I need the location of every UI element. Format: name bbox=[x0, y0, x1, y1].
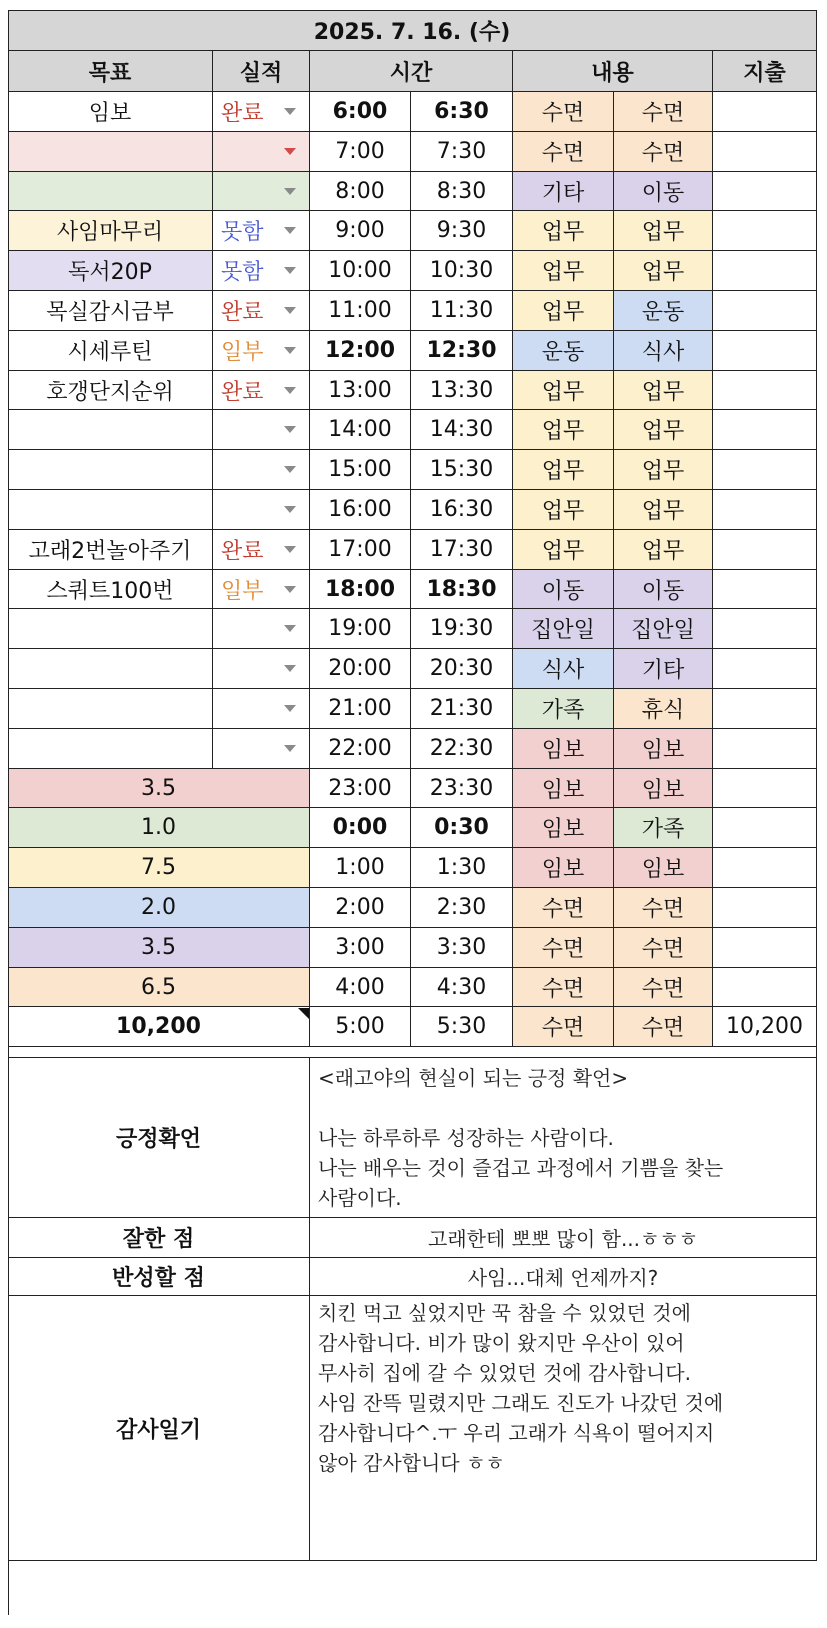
header-time[interactable]: 시간 bbox=[310, 51, 513, 92]
time-end: 8:30 bbox=[411, 172, 513, 211]
time-end: 0:30 bbox=[411, 808, 513, 848]
expense-cell[interactable] bbox=[713, 132, 817, 172]
category-hours-summary[interactable]: 6.5 bbox=[8, 968, 310, 1007]
header-goal[interactable]: 목표 bbox=[8, 51, 213, 92]
time-start: 6:00 bbox=[310, 92, 411, 132]
content-cell-first[interactable]: 기타 bbox=[513, 172, 614, 211]
expense-cell[interactable] bbox=[713, 888, 817, 928]
content-cell-second[interactable]: 수면 bbox=[614, 968, 713, 1007]
status-dropdown[interactable]: 완료 bbox=[213, 92, 310, 132]
content-cell-first[interactable]: 업무 bbox=[513, 490, 614, 530]
chevron-down-icon[interactable] bbox=[284, 586, 296, 593]
time-start: 17:00 bbox=[310, 530, 411, 570]
good-point-label[interactable]: 잘한 점 bbox=[8, 1218, 310, 1258]
chevron-down-icon[interactable] bbox=[284, 387, 296, 394]
blank-spacer-row[interactable] bbox=[8, 1047, 817, 1058]
chevron-down-icon[interactable] bbox=[284, 426, 296, 433]
time-end: 3:30 bbox=[411, 928, 513, 968]
content-cell-first[interactable]: 임보 bbox=[513, 769, 614, 808]
time-end: 11:30 bbox=[411, 291, 513, 331]
goal-cell[interactable]: 호갱단지순위 bbox=[8, 371, 213, 410]
content-cell-first[interactable]: 업무 bbox=[513, 291, 614, 331]
expense-cell[interactable] bbox=[713, 251, 817, 291]
expense-cell[interactable] bbox=[713, 968, 817, 1007]
time-start: 21:00 bbox=[310, 689, 411, 729]
time-start: 14:00 bbox=[310, 410, 411, 450]
status-dropdown[interactable]: 못함 bbox=[213, 211, 310, 251]
time-start: 5:00 bbox=[310, 1007, 411, 1047]
time-start: 19:00 bbox=[310, 609, 411, 649]
category-hours-summary[interactable]: 2.0 bbox=[8, 888, 310, 928]
total-expense-summary[interactable]: 10,200 bbox=[8, 1007, 310, 1047]
expense-cell[interactable] bbox=[713, 649, 817, 689]
content-cell-first[interactable]: 임보 bbox=[513, 808, 614, 848]
expense-cell[interactable] bbox=[713, 769, 817, 808]
expense-cell[interactable] bbox=[713, 609, 817, 649]
expense-cell[interactable] bbox=[713, 689, 817, 729]
content-cell-second[interactable]: 업무 bbox=[614, 490, 713, 530]
time-end: 19:30 bbox=[411, 609, 513, 649]
expense-cell[interactable] bbox=[713, 729, 817, 769]
time-end: 10:30 bbox=[411, 251, 513, 291]
content-cell-first[interactable]: 업무 bbox=[513, 530, 614, 570]
time-start: 0:00 bbox=[310, 808, 411, 848]
expense-cell[interactable] bbox=[713, 490, 817, 530]
gratitude-text: 치킨 먹고 싶었지만 꾹 참을 수 있었던 것에 감사합니다. 비가 많이 왔지만 우산이 있어 무사히 집에 갈 수 있었던 것에 감사합니다. 사임 잔뜩 밀렸지만 그래도 진도가 나갔던 것에 감사합니다^.ㅜ 우리 고래가 식욕이 떨어지지 않아 감사합니다 ㅎㅎ bbox=[318, 1301, 724, 1475]
goal-cell[interactable]: 독서20P bbox=[8, 251, 213, 291]
chevron-down-icon[interactable] bbox=[284, 227, 296, 234]
goal-cell[interactable]: 고래2번놀아주기 bbox=[8, 530, 213, 570]
comment-indicator-icon bbox=[298, 1008, 309, 1019]
expense-cell[interactable] bbox=[713, 410, 817, 450]
content-cell-first[interactable]: 수면 bbox=[513, 132, 614, 172]
content-cell-second[interactable]: 집안일 bbox=[614, 609, 713, 649]
goal-cell[interactable] bbox=[8, 490, 213, 530]
content-cell-second[interactable]: 업무 bbox=[614, 251, 713, 291]
status-dropdown[interactable]: 완료 bbox=[213, 371, 310, 410]
content-cell-first[interactable]: 임보 bbox=[513, 729, 614, 769]
time-end: 21:30 bbox=[411, 689, 513, 729]
content-cell-second[interactable]: 가족 bbox=[614, 808, 713, 848]
content-cell-first[interactable]: 업무 bbox=[513, 410, 614, 450]
content-cell-second[interactable]: 임보 bbox=[614, 769, 713, 808]
content-cell-second[interactable]: 수면 bbox=[614, 888, 713, 928]
expense-cell[interactable] bbox=[713, 211, 817, 251]
time-start: 11:00 bbox=[310, 291, 411, 331]
content-cell-first[interactable]: 식사 bbox=[513, 649, 614, 689]
time-end: 22:30 bbox=[411, 729, 513, 769]
time-end: 4:30 bbox=[411, 968, 513, 1007]
content-cell-second[interactable]: 수면 bbox=[614, 92, 713, 132]
goal-cell[interactable] bbox=[8, 450, 213, 490]
content-cell-second[interactable]: 업무 bbox=[614, 211, 713, 251]
time-end: 9:30 bbox=[411, 211, 513, 251]
content-cell-second[interactable]: 식사 bbox=[614, 331, 713, 371]
header-expense[interactable]: 지출 bbox=[713, 51, 817, 92]
time-end: 15:30 bbox=[411, 450, 513, 490]
reflection-text[interactable]: 사임...대체 언제까지? bbox=[310, 1258, 817, 1296]
header-result[interactable]: 실적 bbox=[213, 51, 310, 92]
goal-cell[interactable] bbox=[8, 729, 213, 769]
category-hours-summary[interactable]: 1.0 bbox=[8, 808, 310, 848]
content-cell-first[interactable]: 집안일 bbox=[513, 609, 614, 649]
content-cell-second[interactable]: 수면 bbox=[614, 1007, 713, 1047]
status-dropdown[interactable]: 못함 bbox=[213, 251, 310, 291]
expense-cell[interactable] bbox=[713, 331, 817, 371]
content-cell-first[interactable]: 수면 bbox=[513, 1007, 614, 1047]
time-start: 13:00 bbox=[310, 371, 411, 410]
header-content[interactable]: 내용 bbox=[513, 51, 713, 92]
expense-total[interactable]: 10,200 bbox=[713, 1007, 817, 1047]
goal-cell[interactable] bbox=[8, 132, 213, 172]
content-cell-second[interactable]: 휴식 bbox=[614, 689, 713, 729]
expense-cell[interactable] bbox=[713, 808, 817, 848]
content-cell-first[interactable]: 수면 bbox=[513, 928, 614, 968]
content-cell-first[interactable]: 임보 bbox=[513, 848, 614, 888]
status-dropdown[interactable]: 일부 bbox=[213, 331, 310, 371]
time-start: 18:00 bbox=[310, 570, 411, 609]
content-cell-second[interactable]: 운동 bbox=[614, 291, 713, 331]
reflection-label[interactable]: 반성할 점 bbox=[8, 1258, 310, 1296]
time-end: 13:30 bbox=[411, 371, 513, 410]
chevron-down-icon[interactable] bbox=[284, 546, 296, 553]
time-start: 4:00 bbox=[310, 968, 411, 1007]
goal-cell[interactable]: 스쿼트100번 bbox=[8, 570, 213, 609]
category-hours-summary[interactable]: 3.5 bbox=[8, 769, 310, 808]
expense-cell[interactable] bbox=[713, 291, 817, 331]
chevron-down-icon[interactable] bbox=[284, 625, 296, 632]
content-cell-second[interactable]: 업무 bbox=[614, 450, 713, 490]
time-start: 20:00 bbox=[310, 649, 411, 689]
time-end: 2:30 bbox=[411, 888, 513, 928]
chevron-down-icon[interactable] bbox=[284, 466, 296, 473]
time-start: 16:00 bbox=[310, 490, 411, 530]
content-cell-second[interactable]: 업무 bbox=[614, 410, 713, 450]
chevron-down-icon[interactable] bbox=[284, 347, 296, 354]
content-cell-first[interactable]: 수면 bbox=[513, 968, 614, 1007]
content-cell-second[interactable]: 임보 bbox=[614, 729, 713, 769]
chevron-down-icon[interactable] bbox=[284, 745, 296, 752]
time-start: 12:00 bbox=[310, 331, 411, 371]
time-start: 23:00 bbox=[310, 769, 411, 808]
time-end: 1:30 bbox=[411, 848, 513, 888]
expense-cell[interactable] bbox=[713, 928, 817, 968]
chevron-down-icon[interactable] bbox=[284, 665, 296, 672]
time-start: 8:00 bbox=[310, 172, 411, 211]
category-hours-summary[interactable]: 3.5 bbox=[8, 928, 310, 968]
goal-cell[interactable] bbox=[8, 689, 213, 729]
category-hours-summary[interactable]: 7.5 bbox=[8, 848, 310, 888]
goal-cell[interactable] bbox=[8, 410, 213, 450]
expense-cell[interactable] bbox=[713, 172, 817, 211]
content-cell-second[interactable]: 업무 bbox=[614, 371, 713, 410]
time-end: 23:30 bbox=[411, 769, 513, 808]
content-cell-first[interactable]: 업무 bbox=[513, 371, 614, 410]
content-cell-second[interactable]: 이동 bbox=[614, 570, 713, 609]
status-dropdown[interactable]: 완료 bbox=[213, 291, 310, 331]
content-cell-first[interactable]: 가족 bbox=[513, 689, 614, 729]
content-cell-first[interactable]: 업무 bbox=[513, 211, 614, 251]
affirmation-text: <래고야의 현실이 되는 긍정 확언> 나는 하루하루 성장하는 사람이다. 나는 배우는 것이 즐겁고 과정에서 기쁨을 찾는 사람이다. bbox=[318, 1066, 724, 1210]
affirmation-label[interactable]: 긍정확언 bbox=[8, 1058, 310, 1218]
content-cell-second[interactable]: 기타 bbox=[614, 649, 713, 689]
chevron-down-icon[interactable] bbox=[284, 188, 296, 195]
time-start: 22:00 bbox=[310, 729, 411, 769]
chevron-down-icon[interactable] bbox=[284, 267, 296, 274]
content-cell-first[interactable]: 이동 bbox=[513, 570, 614, 609]
goal-cell[interactable] bbox=[8, 609, 213, 649]
time-end: 7:30 bbox=[411, 132, 513, 172]
time-end: 6:30 bbox=[411, 92, 513, 132]
goal-cell[interactable] bbox=[8, 172, 213, 211]
content-cell-first[interactable]: 수면 bbox=[513, 92, 614, 132]
goal-cell[interactable]: 목실감시금부 bbox=[8, 291, 213, 331]
expense-cell[interactable] bbox=[713, 848, 817, 888]
expense-cell[interactable] bbox=[713, 530, 817, 570]
gratitude-label[interactable]: 감사일기 bbox=[8, 1296, 310, 1561]
expense-cell[interactable] bbox=[713, 570, 817, 609]
good-point-text[interactable]: 고래한테 뽀뽀 많이 함...ㅎㅎㅎ bbox=[310, 1218, 817, 1258]
time-end: 5:30 bbox=[411, 1007, 513, 1047]
goal-cell[interactable]: 사임마무리 bbox=[8, 211, 213, 251]
time-end: 14:30 bbox=[411, 410, 513, 450]
chevron-down-icon[interactable] bbox=[284, 108, 296, 115]
time-end: 16:30 bbox=[411, 490, 513, 530]
chevron-down-icon[interactable] bbox=[284, 506, 296, 513]
status-dropdown[interactable]: 일부 bbox=[213, 570, 310, 609]
goal-cell[interactable] bbox=[8, 649, 213, 689]
content-cell-second[interactable]: 수면 bbox=[614, 132, 713, 172]
content-cell-first[interactable]: 운동 bbox=[513, 331, 614, 371]
expense-cell[interactable] bbox=[713, 92, 817, 132]
chevron-down-icon[interactable] bbox=[284, 307, 296, 314]
date-title[interactable]: 2025. 7. 16. (수) bbox=[8, 10, 817, 51]
content-cell-first[interactable]: 업무 bbox=[513, 251, 614, 291]
time-start: 10:00 bbox=[310, 251, 411, 291]
goal-cell[interactable]: 시세루틴 bbox=[8, 331, 213, 371]
time-end: 18:30 bbox=[411, 570, 513, 609]
content-cell-first[interactable]: 업무 bbox=[513, 450, 614, 490]
content-cell-second[interactable]: 업무 bbox=[614, 530, 713, 570]
chevron-down-icon[interactable] bbox=[284, 148, 296, 155]
status-dropdown[interactable]: 완료 bbox=[213, 530, 310, 570]
expense-cell[interactable] bbox=[713, 371, 817, 410]
expense-cell[interactable] bbox=[713, 450, 817, 490]
content-cell-second[interactable]: 임보 bbox=[614, 848, 713, 888]
time-end: 20:30 bbox=[411, 649, 513, 689]
content-cell-first[interactable]: 수면 bbox=[513, 888, 614, 928]
goal-cell[interactable]: 임보 bbox=[8, 92, 213, 132]
content-cell-second[interactable]: 수면 bbox=[614, 928, 713, 968]
time-start: 1:00 bbox=[310, 848, 411, 888]
time-start: 9:00 bbox=[310, 211, 411, 251]
time-start: 3:00 bbox=[310, 928, 411, 968]
time-end: 12:30 bbox=[411, 331, 513, 371]
content-cell-second[interactable]: 이동 bbox=[614, 172, 713, 211]
time-end: 17:30 bbox=[411, 530, 513, 570]
time-start: 7:00 bbox=[310, 132, 411, 172]
chevron-down-icon[interactable] bbox=[284, 705, 296, 712]
time-start: 2:00 bbox=[310, 888, 411, 928]
time-start: 15:00 bbox=[310, 450, 411, 490]
